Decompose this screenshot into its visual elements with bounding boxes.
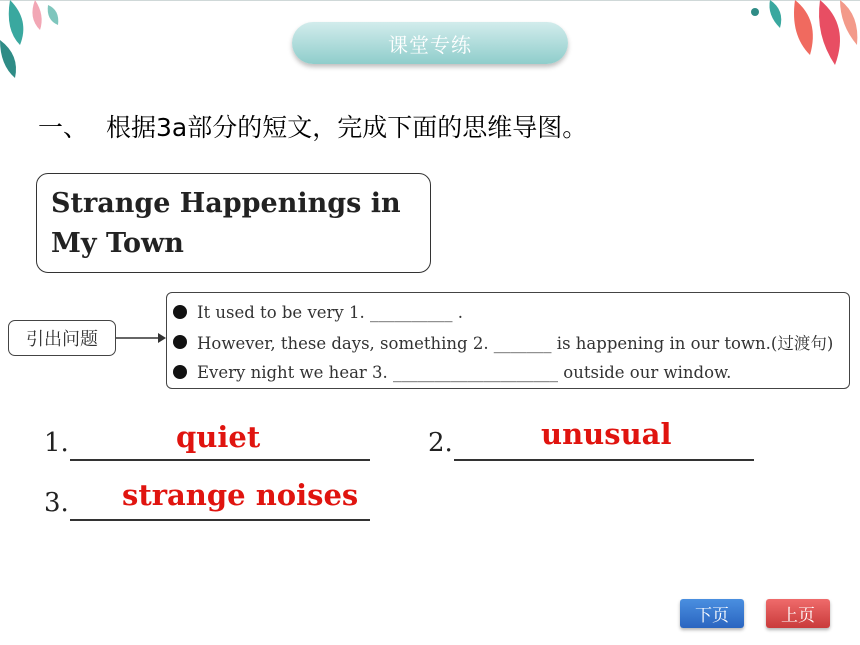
arrow-icon [116,330,166,346]
answer-1-label: 1. [44,428,69,458]
content-line [173,357,843,387]
leaf-decoration-right [735,0,860,70]
hint-box [8,320,116,356]
answer-2-line [454,459,754,461]
content-text: However, these days, something 2. _______ is happening in our town.(过渡句) [197,334,834,353]
previous-page-button[interactable] [766,599,830,628]
mind-map-content-box [166,292,850,389]
leaf-decoration-left [0,0,80,80]
content-text: Every night we hear 3. ____________________ outside our window. [197,362,732,382]
content-line [173,297,843,327]
answer-2-value: unusual [541,417,672,451]
mind-map-title-box [36,173,431,273]
answer-1-value: quiet [176,420,261,454]
top-border [0,0,860,1]
answer-3-value: strange noises [122,478,359,512]
title-line-2: My Town [51,228,184,259]
bullet-icon [173,365,187,379]
section-banner [292,22,568,64]
content-line [173,327,843,357]
previous-page-label: 上页 [781,606,815,626]
answer-3-label: 3. [44,488,69,518]
heading-text: 根据3a部分的短文，完成下面的思维导图。 [106,113,588,142]
banner-label: 课堂专练 [388,32,472,57]
title-line-1: Strange Happenings in [51,188,401,219]
next-page-label: 下页 [695,606,729,626]
exercise-heading [38,108,587,144]
answer-2-label: 2. [428,428,453,458]
heading-marker: 一、 [38,113,89,142]
content-text: It used to be very 1. __________ . [197,302,463,322]
answer-3-line [70,519,370,521]
answer-1-line [70,459,370,461]
bullet-icon [173,305,187,319]
bullet-icon [173,335,187,349]
hint-label: 引出问题 [26,329,98,350]
next-page-button[interactable] [680,599,744,628]
